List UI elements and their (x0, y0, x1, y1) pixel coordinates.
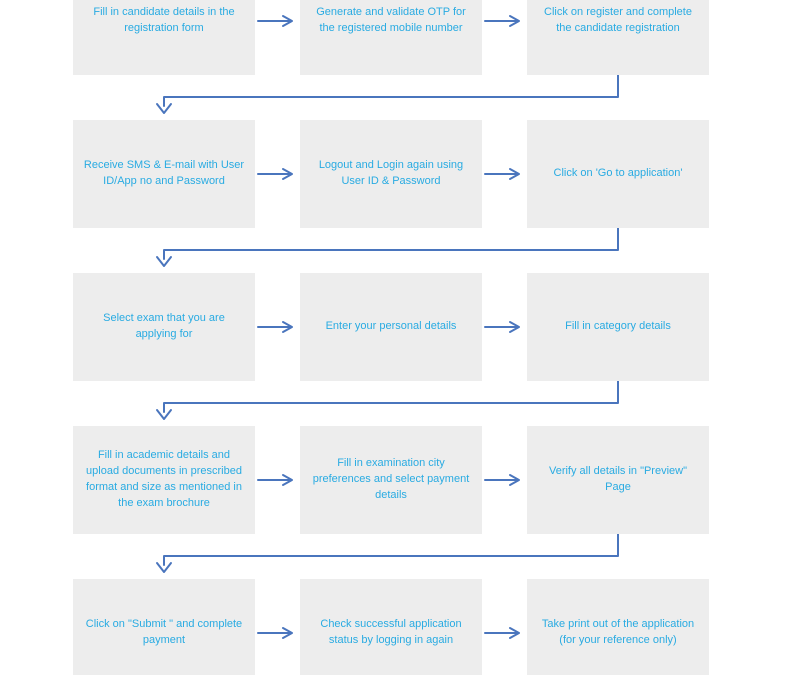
step-text: Fill in examination city preferences and select payment details (312, 457, 470, 501)
arrow-right-icon (484, 14, 526, 28)
arrow-right-icon (484, 167, 526, 181)
step-box-click-register (527, 0, 709, 75)
step-text: Click on register and complete the candidate registration (544, 6, 692, 34)
step-box-verify-preview (527, 426, 709, 534)
step-box-category-details (527, 273, 709, 381)
step-box-logout-login (300, 120, 482, 228)
step-box-select-exam (73, 273, 255, 381)
step-box-receive-sms (73, 120, 255, 228)
step-text: Select exam that you are applying for (103, 312, 225, 340)
arrow-right-icon (257, 626, 299, 640)
step-text: Fill in category details (565, 320, 671, 333)
step-text: Fill in candidate details in the registration form (93, 6, 235, 34)
step-box-take-printout (527, 579, 709, 675)
step-text: Logout and Login again using User ID & Password (318, 159, 464, 187)
elbow-connector-down-icon (150, 228, 630, 273)
step-text: Click on "Submit " and complete payment (85, 618, 243, 646)
arrow-right-icon (257, 473, 299, 487)
arrow-right-icon (484, 320, 526, 334)
step-box-generate-otp (300, 0, 482, 75)
step-text: Generate and validate OTP for the registered mobile number (316, 6, 466, 34)
elbow-connector-down-icon (150, 75, 630, 120)
step-text: Click on 'Go to application' (553, 167, 683, 180)
arrow-right-icon (484, 473, 526, 487)
elbow-connector-down-icon (150, 381, 630, 426)
step-box-registration-details (73, 0, 255, 75)
step-box-submit-payment (73, 579, 255, 675)
step-text: Receive SMS & E-mail with User ID/App no and Password (83, 159, 245, 187)
step-text: Enter your personal details (325, 320, 457, 333)
arrow-right-icon (257, 167, 299, 181)
step-text: Verify all details in "Preview" Page (548, 465, 688, 493)
step-box-academic-details (73, 426, 255, 534)
arrow-right-icon (257, 320, 299, 334)
step-text: Take print out of the application (for your reference only) (541, 618, 695, 646)
step-box-city-preferences (300, 426, 482, 534)
step-box-check-status (300, 579, 482, 675)
step-text: Fill in academic details and upload documents in prescribed format and size as mentioned in the exam brochure (86, 449, 242, 509)
arrow-right-icon (257, 14, 299, 28)
step-box-go-to-application (527, 120, 709, 228)
step-box-personal-details (300, 273, 482, 381)
step-text: Check successful application status by logging in again (320, 618, 462, 646)
elbow-connector-down-icon (150, 534, 630, 579)
arrow-right-icon (484, 626, 526, 640)
